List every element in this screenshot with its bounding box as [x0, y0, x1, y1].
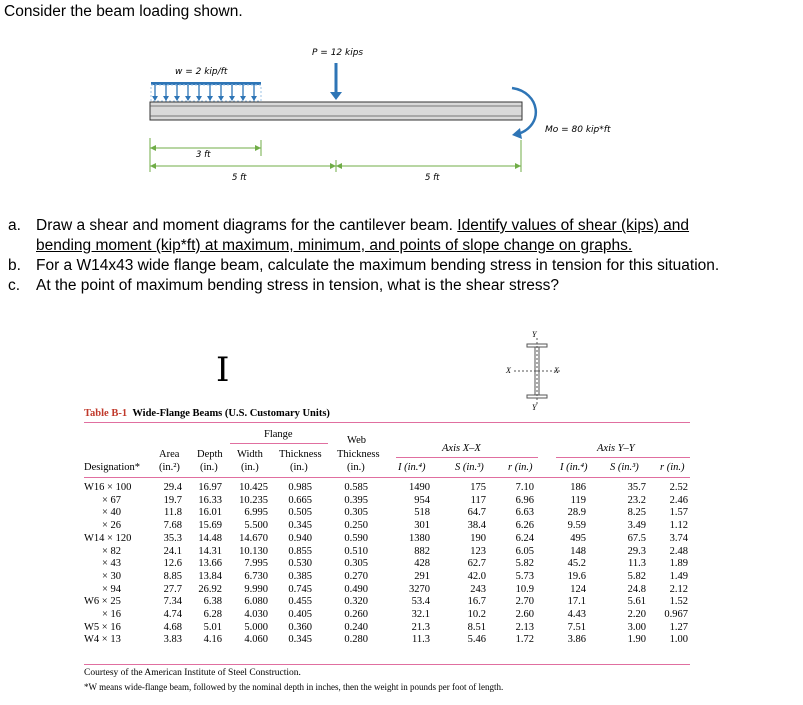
table-cell: 11.8: [164, 507, 182, 519]
table-cell: 11.3: [412, 634, 430, 646]
designation-cell: W14 × 120: [84, 532, 132, 544]
table-cell: 29.4: [163, 482, 182, 493]
question-text-underlined: bending moment (kip*ft) at maximum, minimum, and points of slope change on graphs.: [36, 237, 633, 254]
table-cell: 35.3: [163, 532, 182, 544]
table-cell: 428: [414, 558, 430, 570]
designation-cell: W6 × 25: [84, 596, 121, 608]
table-cell: 42.0: [467, 570, 486, 582]
dim-3ft: 3 ft: [196, 150, 211, 160]
table-cell: 124: [570, 583, 586, 595]
table-title-text: Wide-Flange Beams (U.S. Customary Units): [132, 408, 330, 419]
header-width-unit: (in.): [241, 462, 259, 473]
table-cell: 28.9: [567, 507, 586, 519]
table-cell: 148: [570, 545, 586, 557]
table-cell: 0.530: [288, 558, 312, 570]
table-cell: 0.395: [344, 494, 368, 506]
axis-y-bottom: Y: [532, 403, 537, 412]
table-cell: 1.90: [627, 634, 646, 646]
table-cell: 7.995: [244, 558, 268, 570]
table-cell: 2.20: [627, 609, 646, 620]
table-cell: 29.3: [627, 545, 646, 557]
header-flange: Flange: [264, 429, 293, 440]
table-cell: 23.2: [627, 494, 646, 506]
table-cell: 12.6: [163, 558, 182, 570]
table-cell: 19.7: [163, 494, 182, 506]
table-cell: 9.59: [567, 520, 586, 532]
table-cell: 14.31: [198, 545, 222, 557]
table-cell: 0.455: [288, 596, 312, 608]
table-cell: 954: [414, 494, 430, 506]
table-cell: 0.940: [288, 532, 312, 544]
header-sx: S (in.³): [455, 462, 484, 473]
table-cell: 8.25: [627, 507, 646, 519]
table-cell: 6.38: [203, 596, 222, 608]
table-cell: 10.9: [515, 583, 534, 595]
table-cell: 6.96: [515, 494, 534, 506]
table-cell: 0.665: [288, 494, 312, 506]
table-cell: 32.1: [411, 609, 430, 620]
table-cell: 4.43: [567, 609, 586, 620]
table-cell: 3.74: [669, 532, 688, 544]
designation-cell: × 67: [102, 494, 122, 506]
axis-x-right: X: [554, 366, 559, 375]
table-cell: 0.985: [288, 482, 312, 493]
table-cell: 1.89: [669, 558, 688, 570]
table-cell: 27.7: [163, 583, 182, 595]
table-cell: 186: [570, 482, 586, 493]
table-cell: 7.34: [163, 596, 182, 608]
axis-x-left: X: [506, 366, 511, 375]
table-cell: 291: [414, 570, 430, 582]
table-cell: 17.1: [567, 596, 586, 608]
table-cell: 3.00: [627, 621, 646, 633]
table-cell: 518: [414, 507, 430, 519]
table-cell: 2.46: [669, 494, 688, 506]
table-cell: 6.080: [244, 596, 268, 608]
table-cell: 5.82: [515, 558, 534, 570]
table-cell: 2.52: [669, 482, 688, 493]
table-cell: 5.73: [515, 570, 534, 582]
table-cell: 0.855: [288, 545, 312, 557]
table-cell: 38.4: [467, 520, 486, 532]
table-cell: 6.28: [203, 609, 222, 620]
table-cell: 0.260: [344, 609, 368, 620]
table-cell: 5.01: [203, 621, 222, 633]
table-cell: 1.72: [515, 634, 534, 646]
table-cell: 243: [470, 583, 486, 595]
table-cell: 1.52: [669, 596, 688, 608]
table-cell: 14.670: [239, 532, 268, 544]
table-cell: 1.12: [669, 520, 688, 532]
table-cell: 21.3: [411, 621, 430, 633]
table-cell: 5.000: [244, 621, 268, 633]
table-cell: 7.51: [567, 621, 586, 633]
table-cell: 35.7: [627, 482, 646, 493]
table-cell: 190: [470, 532, 486, 544]
table-cell: 26.92: [198, 583, 222, 595]
table-cell: 1.00: [669, 634, 688, 646]
table-cell: 10.2: [467, 609, 486, 620]
header-iy: I (in.⁴): [560, 462, 588, 473]
table-cell: 0.270: [344, 570, 368, 582]
table-cell: 9.990: [244, 583, 268, 595]
table-cell: 175: [470, 482, 486, 493]
question-text-underlined: Identify values of shear (kips) and: [457, 217, 690, 234]
designation-cell: × 16: [102, 609, 122, 620]
table-number: Table B-1: [84, 408, 128, 419]
question-text: Draw a shear and moment diagrams for the cantilever beam.: [36, 217, 458, 234]
i-beam-glyph: I: [216, 350, 230, 390]
table-cell: 1490: [409, 482, 430, 493]
table-cell: 119: [570, 494, 586, 506]
table-cell: 4.16: [203, 634, 222, 646]
question-label: b.: [8, 257, 21, 274]
table-cell: 0.305: [344, 507, 368, 519]
table-cell: 24.1: [163, 545, 182, 557]
table-cell: 5.500: [244, 520, 268, 532]
header-thickness-unit: (in.): [290, 462, 308, 473]
table-cell: 8.85: [163, 570, 182, 582]
table-cell: 882: [414, 545, 430, 557]
table-cell: 6.24: [515, 532, 534, 544]
table-cell: 0.505: [288, 507, 312, 519]
table-cell: 6.63: [515, 507, 534, 519]
table-cell: 8.51: [467, 621, 486, 633]
table-cell: 0.585: [344, 482, 368, 493]
problem-intro: Consider the beam loading shown.: [4, 3, 243, 20]
table-cell: 64.7: [467, 507, 486, 519]
table-cell: 3.86: [567, 634, 586, 646]
table-cell: 5.46: [467, 634, 486, 646]
table-cell: 24.8: [627, 583, 646, 595]
designation-cell: × 26: [102, 520, 122, 532]
designation-cell: W4 × 13: [84, 634, 121, 646]
table-cell: 5.82: [627, 570, 646, 582]
header-ry: r (in.): [660, 462, 685, 473]
question-text: For a W14x43 wide flange beam, calculate the maximum bending stress in tension for this situation.: [36, 257, 720, 274]
table-cell: 0.510: [344, 545, 368, 557]
header-width: Width: [237, 449, 263, 460]
table-cell: 16.97: [198, 482, 222, 493]
question-label: a.: [8, 217, 21, 234]
table-cell: 2.70: [515, 596, 534, 608]
table-cell: 2.12: [669, 583, 688, 595]
table-cell: 11.3: [628, 558, 646, 570]
table-cell: 10.130: [239, 545, 268, 557]
header-web: Web: [347, 435, 366, 446]
axis-y-top: Y: [532, 330, 537, 339]
point-load-label: P = 12 kips: [312, 48, 364, 58]
table-cell: 3.83: [163, 634, 182, 646]
table-cell: 1.49: [669, 570, 688, 582]
table-cell: 6.05: [515, 545, 534, 557]
table-cell: 495: [570, 532, 586, 544]
designation-cell: × 94: [102, 583, 122, 595]
question-label: c.: [8, 277, 21, 294]
table-cell: 0.360: [288, 621, 312, 633]
table-cell: 3270: [409, 583, 430, 595]
table-cell: 53.4: [411, 596, 430, 608]
table-cell: 117: [470, 494, 486, 506]
designation-cell: × 82: [102, 545, 122, 557]
header-rx: r (in.): [508, 462, 533, 473]
table-cell: 15.69: [198, 520, 222, 532]
table-cell: 16.33: [198, 494, 222, 506]
table-cell: 6.995: [244, 507, 268, 519]
table-cell: 7.68: [163, 520, 182, 532]
header-web-unit: (in.): [347, 462, 365, 473]
table-cell: 1.57: [669, 507, 688, 519]
header-designation: Designation*: [84, 462, 140, 473]
table-cell: 2.60: [515, 609, 534, 620]
header-web-thickness: Thickness: [337, 449, 380, 460]
table-cell: 67.5: [627, 532, 646, 544]
table-cell: 1.27: [669, 621, 688, 633]
header-area-unit: (in.²): [159, 462, 180, 473]
table-cell: 6.730: [244, 570, 268, 582]
table-cell: 4.060: [244, 634, 268, 646]
table-cell: 2.13: [515, 621, 534, 633]
table-cell: 301: [414, 520, 430, 532]
designation-cell: × 40: [102, 507, 122, 519]
table-cell: 0.320: [344, 596, 368, 608]
table-cell: 0.345: [288, 520, 312, 532]
table-cell: 13.66: [198, 558, 222, 570]
table-cell: 0.280: [344, 634, 368, 646]
table-footnote: *W means wide-flange beam, followed by the nominal depth in inches, then the weight in pounds per foot of length.: [84, 682, 504, 692]
table-cell: 14.48: [198, 532, 222, 544]
table-cell: 3.49: [627, 520, 646, 532]
designation-cell: W16 × 100: [84, 482, 132, 493]
moment-label: Mo = 80 kip*ft: [545, 125, 611, 135]
table-cell: 0.590: [344, 532, 368, 544]
table-cell: 0.967: [664, 609, 688, 620]
header-thickness: Thickness: [279, 449, 322, 460]
table-cell: 0.250: [344, 520, 368, 532]
header-ix: I (in.⁴): [398, 462, 426, 473]
header-sy: S (in.³): [610, 462, 639, 473]
table-cell: 4.68: [163, 621, 182, 633]
table-cell: 0.490: [344, 583, 368, 595]
table-cell: 0.385: [288, 570, 312, 582]
table-cell: 62.7: [467, 558, 486, 570]
question-text: At the point of maximum bending stress in tension, what is the shear stress?: [36, 277, 559, 294]
table-cell: 0.405: [288, 609, 312, 620]
table-cell: 13.84: [198, 570, 222, 582]
dim-5ft-left: 5 ft: [232, 173, 247, 183]
dim-5ft-right: 5 ft: [425, 173, 440, 183]
header-depth: Depth: [197, 449, 223, 460]
table-cell: 0.240: [344, 621, 368, 633]
designation-cell: W5 × 16: [84, 621, 121, 633]
table-cell: 0.345: [288, 634, 312, 646]
table-cell: 7.10: [515, 482, 534, 493]
table-credit: Courtesy of the American Institute of Steel Construction.: [84, 668, 301, 678]
header-area: Area: [159, 449, 180, 460]
distributed-load-label: w = 2 kip/ft: [175, 67, 228, 77]
table-cell: 1380: [409, 532, 430, 544]
table-cell: 45.2: [567, 558, 586, 570]
header-depth-unit: (in.): [200, 462, 218, 473]
table-cell: 10.425: [239, 482, 268, 493]
table-cell: 19.6: [567, 570, 586, 582]
header-axis-yy: Axis Y–Y: [597, 443, 635, 454]
table-cell: 5.61: [627, 596, 646, 608]
table-cell: 0.745: [288, 583, 312, 595]
table-cell: 6.26: [515, 520, 534, 532]
header-axis-xx: Axis X–X: [442, 443, 481, 454]
table-cell: 123: [470, 545, 486, 557]
table-cell: 16.01: [198, 507, 222, 519]
table-cell: 0.305: [344, 558, 368, 570]
table-cell: 2.48: [669, 545, 688, 557]
designation-cell: × 30: [102, 570, 122, 582]
table-cell: 16.7: [467, 596, 486, 608]
table-cell: 10.235: [239, 494, 268, 506]
table-cell: 4.030: [244, 609, 268, 620]
table-cell: 4.74: [163, 609, 182, 620]
designation-cell: × 43: [102, 558, 122, 570]
